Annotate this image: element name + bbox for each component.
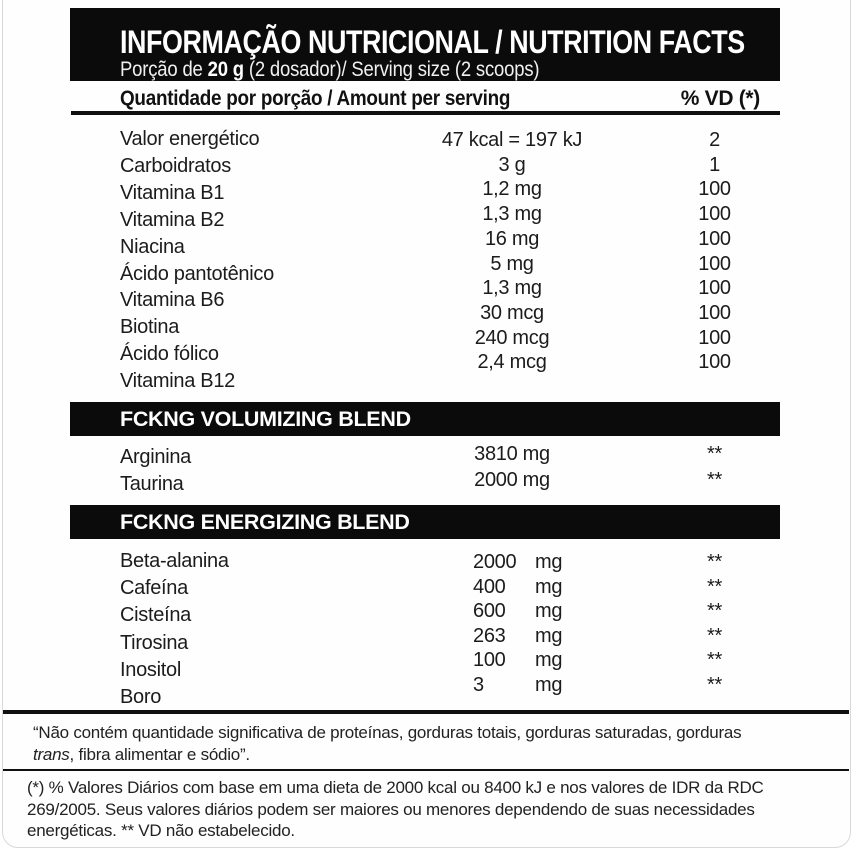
nutrient-amount: 5 mg — [490, 252, 534, 275]
volumizing-amount-column — [392, 442, 632, 493]
nutrient-amount: 16 mg — [484, 227, 540, 250]
energizing-dv-column — [652, 550, 777, 698]
percent-dv-header: % VD (*) — [680, 87, 760, 110]
nutrient-amount: 240 mcg — [474, 326, 550, 349]
nutrient-amount: 1,3 mg — [482, 277, 542, 300]
footnote-rule-thin — [3, 769, 849, 771]
blend-ingredient-dv: ** — [707, 624, 722, 647]
nutrient-dv: 100 — [698, 178, 731, 201]
blend-ingredient-value: 263 — [473, 624, 506, 647]
blend-ingredient-value: 3 — [473, 673, 484, 696]
energizing-unit-column — [535, 550, 562, 698]
nutrient-name-column — [120, 126, 274, 395]
blend-ingredient-dv: ** — [707, 551, 722, 573]
title-bar — [70, 8, 780, 81]
energizing-blend-header: FCKNG ENERGIZING BLEND — [120, 510, 410, 534]
blend-ingredient-name: Beta-alanina — [120, 550, 229, 572]
daily-values-note — [27, 777, 764, 842]
nutrient-name: Vitamina B12 — [120, 370, 235, 393]
no-significant-amounts-note — [33, 722, 741, 765]
nutrient-dv-column — [652, 128, 777, 375]
header-rule — [71, 111, 780, 115]
blend-ingredient-unit: mg — [535, 673, 563, 696]
blend-ingredient-name: Taurina — [120, 473, 184, 496]
dv-note-line-3: energéticas. ** VD não estabelecido. — [27, 821, 295, 840]
serving-size — [120, 58, 539, 82]
nutrient-name: Vitamina B6 — [120, 289, 225, 312]
volumizing-blend-header: FCKNG VOLUMIZING BLEND — [120, 407, 411, 431]
amount-per-serving-header: Quantidade por porção / Amount per serving — [120, 87, 511, 110]
blend-ingredient-dv: ** — [707, 673, 722, 696]
blend-ingredient-unit: mg — [535, 649, 563, 672]
blend-ingredient-dv: ** — [707, 443, 722, 465]
footnote-rule-thick — [3, 710, 849, 714]
nutrient-name: Vitamina B2 — [120, 208, 225, 231]
blend-ingredient-dv: ** — [707, 468, 722, 491]
nutrient-amount: 3 g — [498, 153, 526, 176]
nutrient-dv: 100 — [698, 252, 731, 275]
blend-ingredient-name: Cisteína — [120, 604, 191, 627]
blend-ingredient-name: Arginina — [120, 446, 191, 468]
blend-ingredient-unit: mg — [535, 575, 563, 598]
blend-ingredient-value: 600 — [473, 600, 506, 623]
nutrient-amount: 1,3 mg — [482, 203, 542, 226]
blend-ingredient-amount: 3810 mg — [474, 443, 550, 465]
nutrient-dv: 100 — [698, 351, 731, 374]
nutrient-amount: 30 mcg — [480, 301, 544, 324]
note-line-2-rest: , fibra alimentar e sódio”. — [69, 744, 250, 764]
blend-ingredient-name: Boro — [120, 686, 162, 709]
nutrient-amount: 47 kcal = 197 kJ — [441, 129, 583, 151]
blend-ingredient-value: 100 — [473, 649, 506, 672]
blend-ingredient-name: Cafeína — [120, 577, 188, 600]
volumizing-name-column — [120, 444, 191, 498]
nutrient-name: Vitamina B1 — [120, 181, 225, 204]
blend-ingredient-dv: ** — [707, 575, 722, 598]
energizing-blend-bar — [70, 505, 780, 539]
note-line-1: “Não contém quantidade significativa de proteínas, gorduras totais, gorduras saturadas, gorduras — [33, 723, 742, 742]
blend-ingredient-amount: 2000 mg — [474, 468, 550, 491]
energizing-value-column — [473, 550, 516, 698]
volumizing-dv-column — [652, 442, 777, 493]
dv-note-line-2: 269/2005. Seus valores diários podem ser maiores ou menores dependendo de suas necessidades — [27, 799, 755, 819]
nutrient-dv: 2 — [709, 129, 720, 151]
energizing-name-column — [120, 548, 229, 711]
nutrient-amount: 2,4 mcg — [477, 351, 547, 374]
trans-italic: trans — [33, 744, 70, 764]
page-title: INFORMAÇÃO NUTRICIONAL / NUTRITION FACTS — [120, 24, 745, 60]
blend-ingredient-unit: mg — [535, 551, 563, 573]
nutrient-name: Ácido fólico — [120, 343, 219, 366]
nutrient-name: Carboidratos — [120, 154, 231, 177]
dv-note-line-1: (*) % Valores Diários com base em uma dieta de 2000 kcal ou 8400 kJ e nos valores de IDR da RDC — [27, 778, 764, 797]
nutrient-amount-column — [392, 128, 632, 375]
serving-prefix: Porção de — [120, 58, 208, 81]
serving-weight: 20 g — [207, 58, 244, 81]
nutrient-dv: 100 — [698, 326, 731, 349]
nutrient-dv: 100 — [698, 227, 731, 250]
nutrient-amount: 1,2 mg — [482, 178, 542, 201]
blend-ingredient-dv: ** — [707, 649, 722, 672]
nutrient-dv: 100 — [698, 277, 731, 300]
note-line-2 — [33, 744, 741, 766]
blend-ingredient-dv: ** — [707, 600, 722, 623]
blend-ingredient-value: 2000 — [473, 551, 517, 573]
blend-ingredient-value: 400 — [473, 575, 506, 598]
nutrient-dv: 100 — [698, 203, 731, 226]
blend-ingredient-unit: mg — [535, 624, 563, 647]
nutrient-name: Valor energético — [120, 128, 260, 150]
nutrient-name: Niacina — [120, 235, 185, 258]
blend-ingredient-name: Inositol — [120, 658, 181, 681]
nutrient-dv: 100 — [698, 301, 731, 324]
blend-ingredient-name: Tirosina — [120, 631, 188, 654]
blend-ingredient-unit: mg — [535, 600, 563, 623]
volumizing-blend-bar — [70, 402, 780, 436]
nutrient-name: Ácido pantotênico — [120, 262, 274, 285]
serving-suffix: (2 dosador)/ Serving size (2 scoops) — [243, 58, 540, 81]
nutrient-dv: 1 — [709, 153, 720, 176]
nutrient-name: Biotina — [120, 316, 180, 339]
